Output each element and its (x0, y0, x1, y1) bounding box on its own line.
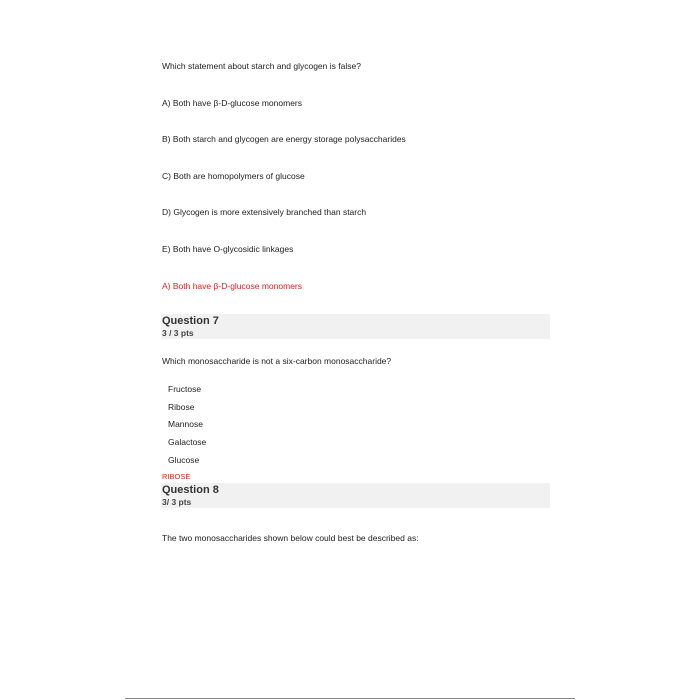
q7-choice-glucose[interactable]: Glucose (168, 455, 200, 465)
q6-answer: A) Both have β-D-glucose monomers (162, 281, 303, 291)
q7-choice-galactose[interactable]: Galactose (168, 437, 207, 447)
q7-choice-mannose[interactable]: Mannose (168, 419, 203, 429)
q6-option-c: C) Both are homopolymers of glucose (162, 171, 305, 181)
question-8-points: 3/ 3 pts (162, 497, 192, 507)
q6-option-e: E) Both have O-glycosidic linkages (162, 244, 294, 254)
question-6-prompt: Which statement about starch and glycogen is false? (162, 61, 361, 71)
q6-option-b: B) Both starch and glycogen are energy storage polysaccharides (162, 134, 406, 144)
q6-option-d: D) Glycogen is more extensively branched than starch (162, 207, 367, 217)
question-7-prompt: Which monosaccharide is not a six-carbon monosaccharide? (162, 356, 392, 366)
question-8-header (161, 483, 550, 508)
question-8-title: Question 8 (162, 484, 219, 496)
q7-choice-ribose[interactable]: Ribose (168, 402, 195, 412)
question-7-title: Question 7 (162, 315, 219, 327)
q6-option-a: A) Both have β-D-glucose monomers (162, 98, 303, 108)
question-7-header (161, 314, 550, 339)
question-7-points: 3 / 3 pts (162, 328, 194, 338)
page-footer-divider (125, 698, 575, 699)
question-8-prompt: The two monosaccharides shown below could best be described as: (162, 533, 419, 543)
q7-choice-fructose[interactable]: Fructose (168, 384, 202, 394)
q7-answer: RIBOSE (162, 472, 191, 481)
